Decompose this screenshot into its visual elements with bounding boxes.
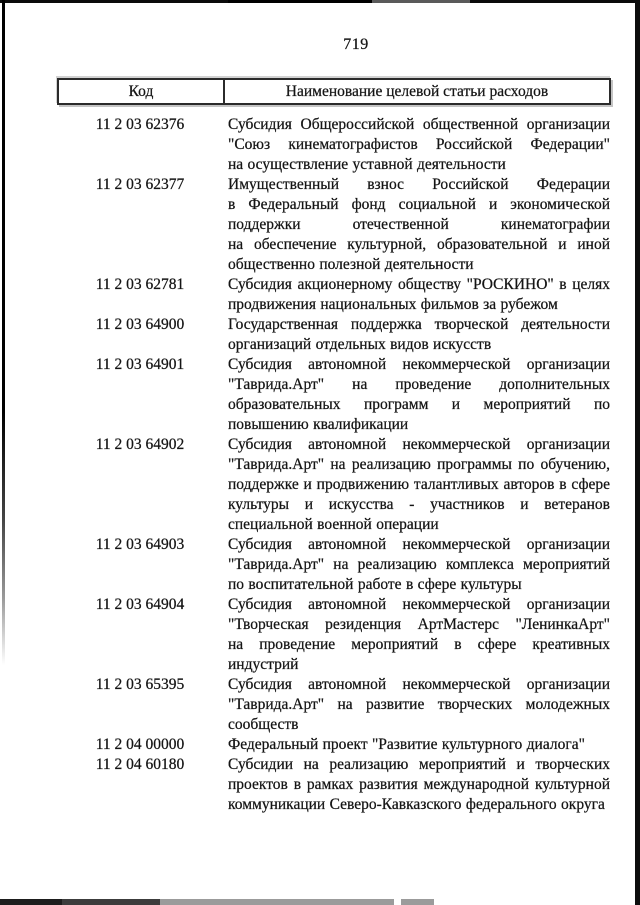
table-row [57,535,611,595]
row-name: Субсидия акционерному обществу "РОСКИНО" в целях продвижения национальных фильмов за рубежом [228,276,610,313]
row-code: 11 2 03 64902 [95,436,185,453]
table-row [57,675,611,735]
row-name: Субсидия автономной некоммерческой организации "Таврида.Арт" на реализацию комплекса мероприятий по воспитательной работе в сфере культуры [228,536,610,593]
row-name: Федеральный проект "Развитие культурного диалога" [228,736,585,753]
table-row [57,755,611,815]
expenditure-table [57,78,611,815]
scan-artifact-top-edge [0,0,640,3]
column-header-code: Код [59,80,225,103]
row-name: Субсидия автономной некоммерческой организации "Таврида.Арт" на проведение дополнительных образовательных программ и мероприятий по повышению квалификации [228,356,610,433]
row-code: 11 2 04 60180 [95,756,185,773]
table-row [57,735,611,755]
row-code: 11 2 03 64903 [95,536,185,553]
row-code: 11 2 03 64901 [95,356,185,373]
page-number: 719 [343,36,369,53]
scan-artifact-right-edge [635,0,640,905]
table-row [57,435,611,535]
row-name: Государственная поддержка творческой деятельности организаций отдельных видов искусств [228,316,610,353]
row-code: 11 2 03 62377 [95,176,185,193]
row-code: 11 2 03 64900 [95,316,185,333]
scan-artifact-bottom-edge [0,899,434,905]
table-header-row [57,78,611,105]
row-code: 11 2 04 00000 [95,736,185,753]
table-row [57,355,611,435]
table-row [57,275,611,315]
table-body [57,115,611,815]
scan-artifact-left-edge [2,0,5,665]
column-header-name: Наименование целевой статьи расходов [285,83,549,100]
row-name: Субсидия автономной некоммерческой организации "Таврида.Арт" на реализацию программы по обучению, поддержке и продвижению талантливых авторов в сфере культуры и искусства - участников и ветеранов специальной военной операции [228,436,610,533]
table-row [57,175,611,275]
row-name: Субсидии на реализацию мероприятий и творческих проектов в рамках развития международной культурной коммуникации Северо-Кавказского федерального округа [228,756,610,813]
table-row [57,595,611,675]
row-code: 11 2 03 62376 [95,116,185,133]
table-row [57,315,611,355]
row-code: 11 2 03 62781 [95,276,185,293]
table-row [57,115,611,175]
row-name: Субсидия автономной некоммерческой организации "Таврида.Арт" на развитие творческих молодежных сообществ [228,676,610,733]
row-name: Субсидия автономной некоммерческой организации "Творческая резиденция АртМастерс "ЛенинкаАрт" на проведение мероприятий в сфере креативных индустрий [228,596,610,673]
row-name: Имущественный взнос Российской Федерации в Федеральный фонд социальной и экономической поддержки отечественной кинематографии на обеспечение культурной, образовательной и иной общественно полезной деятельности [228,176,610,273]
row-name: Субсидия Общероссийской общественной организации "Союз кинематографистов Российской Федерации" на осуществление уставной деятельности [228,116,610,173]
row-code: 11 2 03 64904 [95,596,185,613]
row-code: 11 2 03 65395 [95,676,185,693]
